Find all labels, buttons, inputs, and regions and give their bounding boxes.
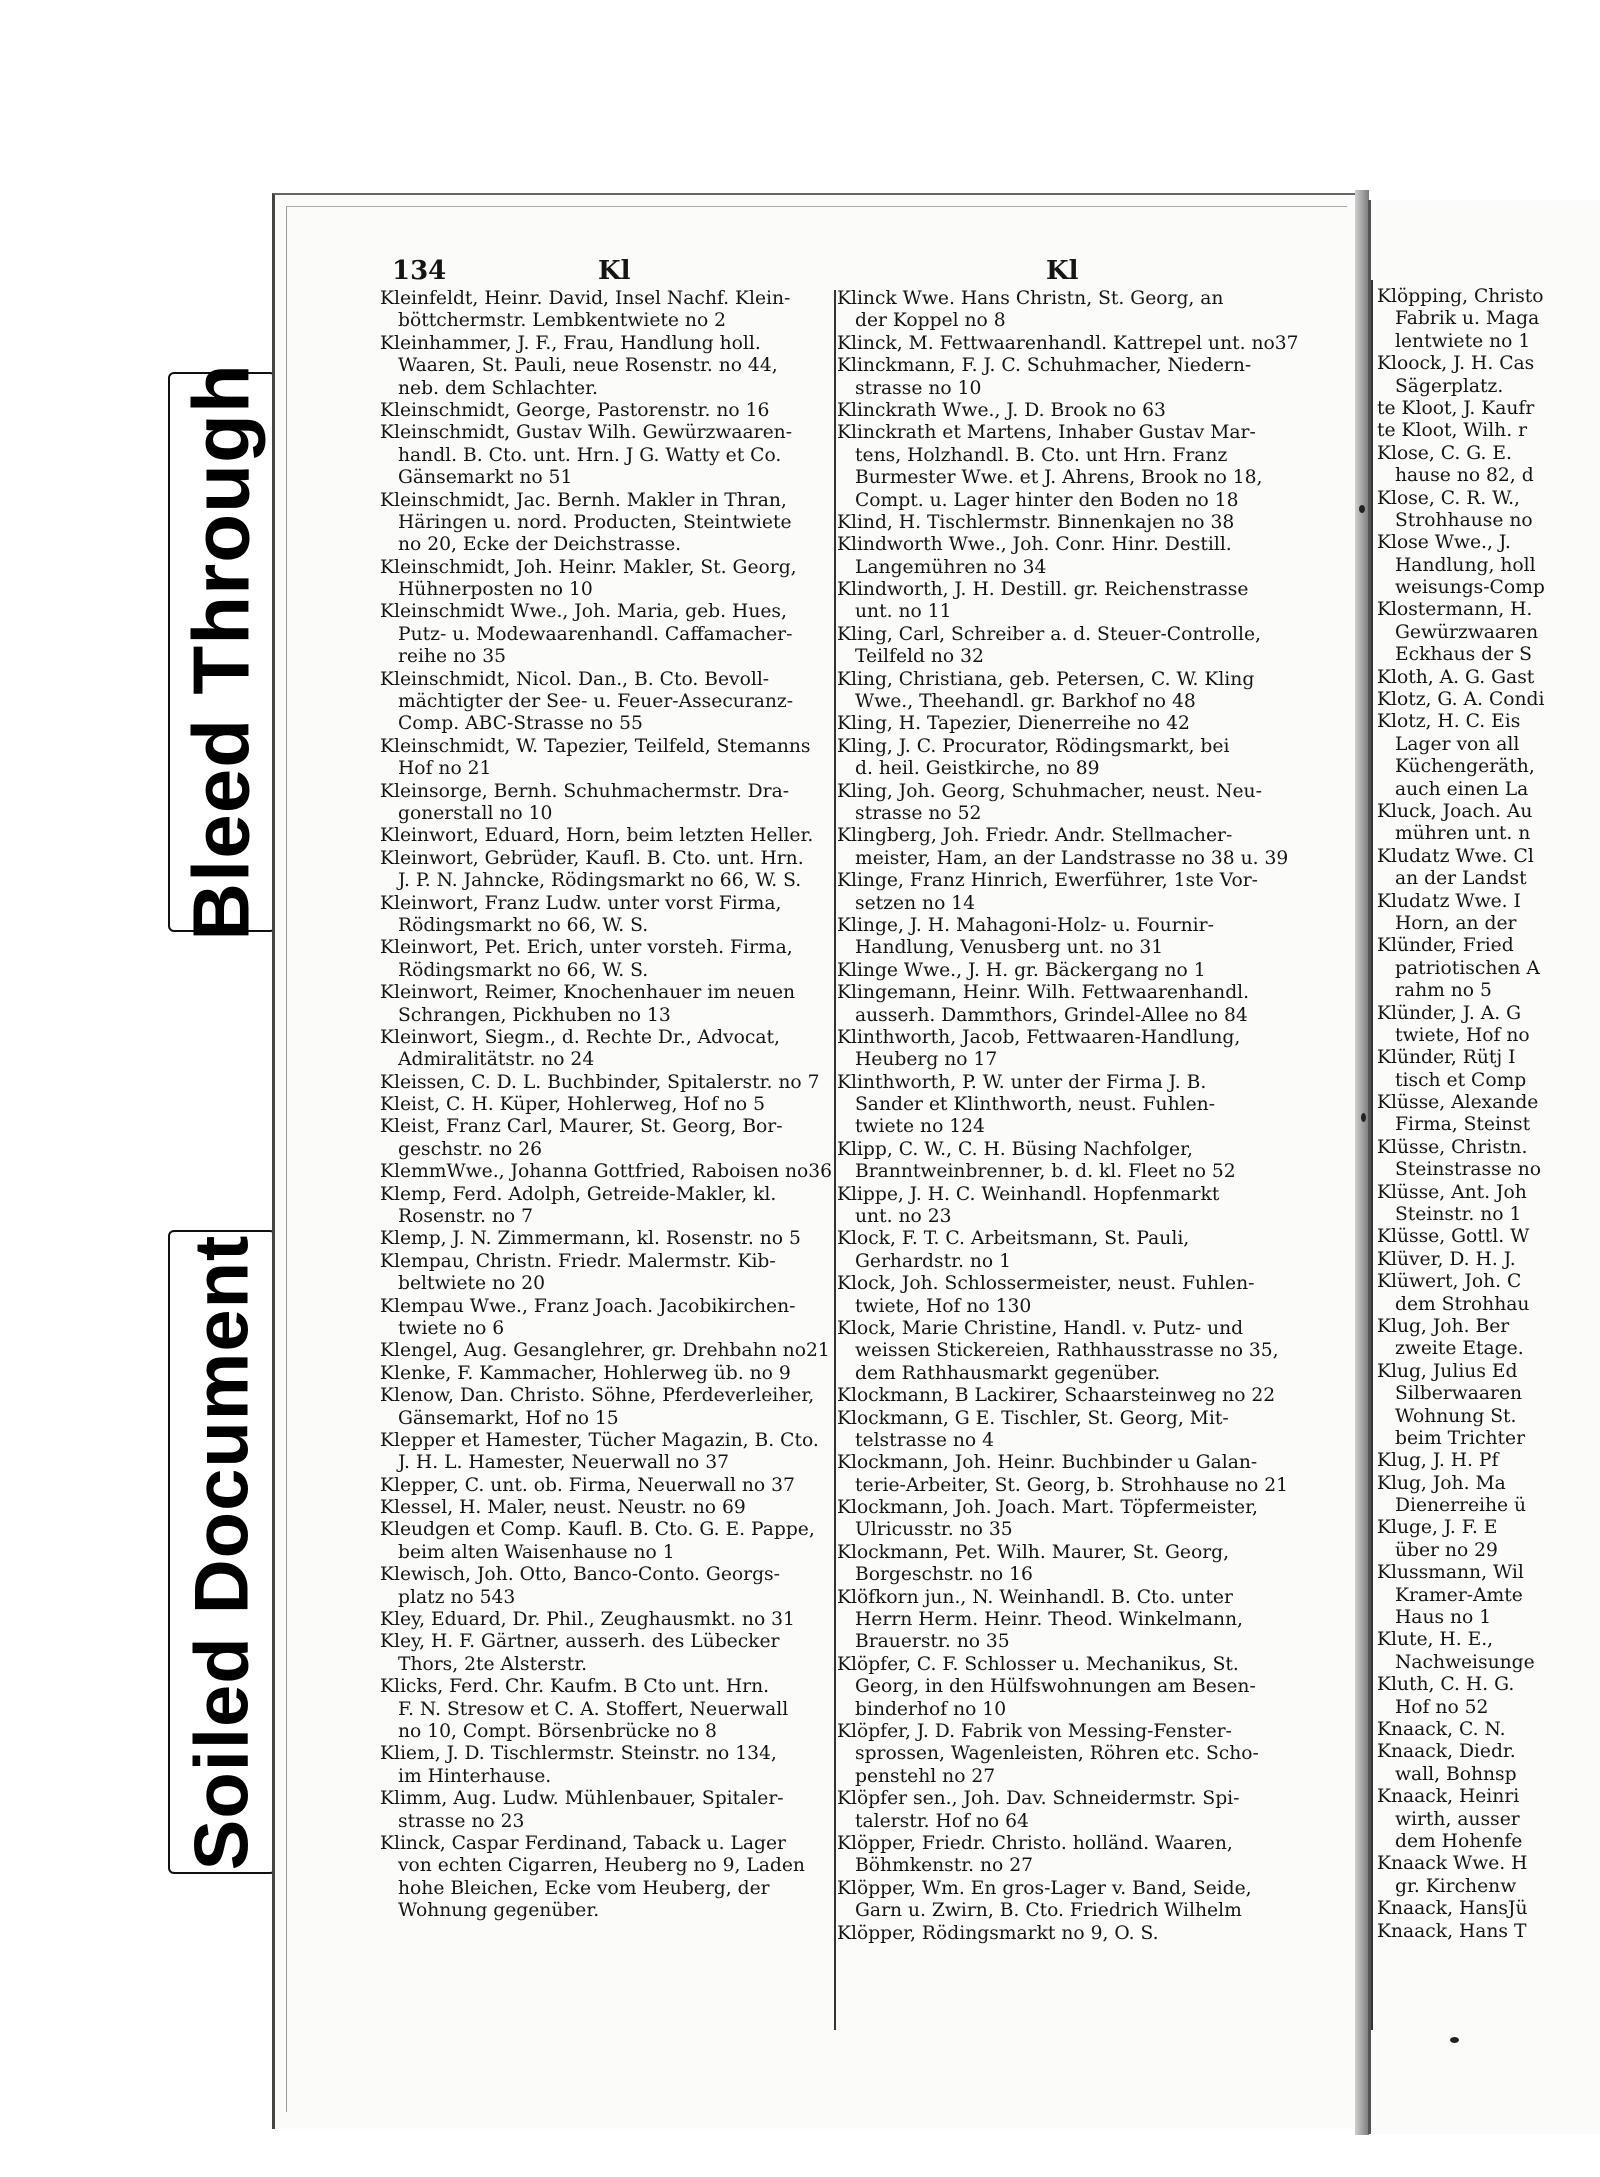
entry-line: Klinge, J. H. Mahagoni-Holz- u. Fournir- — [837, 914, 1214, 936]
facing-entry-line: twiete, Hof no — [1395, 1024, 1530, 1046]
facing-entry-line: rahm no 5 — [1395, 980, 1492, 1002]
facing-entry-line: Knaack, C. N. — [1377, 1719, 1506, 1740]
facing-entry-line: Klug, Joh. Ma — [1377, 1472, 1506, 1494]
entry-line: strasse no 52 — [855, 802, 982, 824]
facing-entry-line: wall, Bohnsp — [1395, 1763, 1517, 1785]
entry-line: telstrasse no 4 — [855, 1429, 995, 1451]
entry-line: Klepper, C. unt. ob. Firma, Neuerwall no 37 — [380, 1474, 795, 1496]
entry-line: Kleinwort, Franz Ludw. unter vorst Firma, — [380, 892, 782, 914]
entry-line: Rödingsmarkt no 66, W. S. — [398, 914, 649, 936]
facing-entry-line: Klüver, D. H. J. — [1377, 1248, 1516, 1270]
facing-entry-line: Klute, H. E., — [1377, 1629, 1494, 1651]
entry-line: F. N. Stresow et C. A. Stoffert, Neuerwall — [398, 1698, 789, 1720]
facing-entry-line: Kluth, C. H. G. — [1377, 1674, 1515, 1696]
entry-line: Klingberg, Joh. Friedr. Andr. Stellmacher- — [837, 825, 1233, 847]
entry-line: Rosenstr. no 7 — [398, 1206, 533, 1228]
entry-line: penstehl no 27 — [855, 1765, 996, 1787]
entry-line: Burmester Wwe. et J. Ahrens, Brook no 18, — [855, 467, 1263, 489]
entry-line: binderhof no 10 — [855, 1698, 1007, 1720]
entry-line: Kleist, C. H. Küper, Hohlerweg, Hof no 5 — [380, 1094, 765, 1116]
entry-line: im Hinterhause. — [398, 1765, 552, 1787]
facing-entry-line: te Kloot, J. Kaufr — [1377, 397, 1535, 419]
facing-entry-line: Klussmann, Wil — [1377, 1562, 1524, 1584]
entry-line: J. P. N. Jahncke, Rödingsmarkt no 66, W. S. — [398, 870, 802, 892]
entry-line: reihe no 35 — [398, 646, 507, 668]
facing-entry-line: dem Strohhau — [1395, 1293, 1530, 1315]
entry-line: Klippe, J. H. C. Weinhandl. Hopfenmarkt — [837, 1183, 1220, 1205]
running-head-left: Kl — [598, 256, 631, 286]
entry-line: Klemp, Ferd. Adolph, Getreide-Makler, kl. — [380, 1183, 777, 1205]
facing-entry-line: mühren unt. n — [1395, 823, 1531, 845]
directory-column-right — [837, 288, 1307, 1945]
entry-line: Kleinschmidt, Nicol. Dan., B. Cto. Bevoll- — [380, 668, 770, 690]
facing-entry-line: Kludatz Wwe. I — [1377, 890, 1521, 912]
facing-entry-line: patriotischen A — [1395, 957, 1540, 979]
facing-entry-line: Firma, Steinst — [1395, 1114, 1531, 1136]
ink-spot — [1450, 2037, 1459, 2043]
entry-line: Klepper et Hamester, Tücher Magazin, B. Cto. — [380, 1429, 819, 1451]
entry-line: Garn u. Zwirn, B. Cto. Friedrich Wilhelm — [855, 1900, 1242, 1922]
facing-entry-line: Knaack, Heinri — [1377, 1786, 1520, 1808]
facing-entry-line: hause no 82, d — [1395, 465, 1534, 487]
facing-entry-line: weisungs-Comp — [1395, 577, 1545, 599]
facing-entry-line: Klüwert, Joh. C — [1377, 1271, 1522, 1293]
facing-entry-line: Klöpping, Christo — [1377, 286, 1544, 307]
facing-entry-line: Nachweisunge — [1395, 1651, 1535, 1673]
entry-line: no 10, Compt. Börsenbrücke no 8 — [398, 1721, 717, 1742]
entry-line: Klockmann, Joh. Heinr. Buchbinder u Galan- — [837, 1452, 1258, 1474]
entry-line: no 20, Ecke der Deichstrasse. — [398, 534, 682, 556]
facing-entry-line: Handlung, holl — [1395, 554, 1536, 576]
entry-line: gonerstall no 10 — [398, 802, 553, 824]
facing-entry-line: gr. Kirchenw — [1395, 1875, 1517, 1897]
facing-entry-line: Hof no 52 — [1395, 1696, 1489, 1718]
ink-spot — [1359, 505, 1365, 513]
entry-line: tens, Holzhandl. B. Cto. unt Hrn. Franz — [855, 444, 1228, 466]
entry-line: Herrn Herm. Heinr. Theod. Winkelmann, — [855, 1609, 1243, 1631]
entry-line: Admiralitätstr. no 24 — [398, 1049, 595, 1071]
entry-line: Häringen u. nord. Producten, Steintwiete — [398, 511, 792, 533]
facing-entry-line: Eckhaus der S — [1395, 644, 1532, 666]
entry-line: Klöpfer sen., Joh. Dav. Schneidermstr. Spi- — [837, 1788, 1240, 1810]
entry-line: beim alten Waisenhause no 1 — [398, 1541, 675, 1563]
entry-line: geschstr. no 26 — [398, 1138, 542, 1160]
entry-line: Klindworth, J. H. Destill. gr. Reichenstrasse — [837, 579, 1249, 601]
directory-column-facing — [1377, 286, 1600, 1943]
entry-line: Kleinwort, Siegm., d. Rechte Dr., Advocat, — [380, 1026, 780, 1048]
entry-line: Klinge Wwe., J. H. gr. Bäckergang no 1 — [837, 959, 1206, 981]
entry-line: Klengel, Aug. Gesanglehrer, gr. Drehbahn no21 — [380, 1340, 830, 1362]
entry-line: Klöfkorn jun., N. Weinhandl. B. Cto. unter — [837, 1586, 1233, 1608]
entry-line: Rödingsmarkt no 66, W. S. — [398, 959, 649, 981]
entry-line: Brauerstr. no 35 — [855, 1631, 1010, 1653]
facing-entry-line: Knaack, Diedr. — [1377, 1741, 1516, 1763]
facing-entry-line: lentwiete no 1 — [1395, 330, 1531, 352]
entry-line: Kley, H. F. Gärtner, ausserh. des Lübecker — [380, 1631, 780, 1653]
facing-entry-line: auch einen La — [1395, 778, 1529, 800]
facing-entry-line: über no 29 — [1395, 1539, 1498, 1561]
entry-line: Klöpper, Rödingsmarkt no 9, O. S. — [837, 1922, 1159, 1944]
entry-line: Wwe., Theehandl. gr. Barkhof no 48 — [855, 691, 1196, 713]
facing-entry-line: Klüsse, Ant. Joh — [1377, 1181, 1527, 1203]
entry-line: Klewisch, Joh. Otto, Banco-Conto. Georgs- — [380, 1564, 780, 1586]
facing-entry-line: Dienerreihe ü — [1395, 1495, 1527, 1517]
entry-line: böttchermstr. Lembkentwiete no 2 — [398, 310, 727, 332]
entry-line: Kleinschmidt Wwe., Joh. Maria, geb. Hues, — [380, 601, 787, 623]
entry-line: mächtigter der See- u. Feuer-Assecuranz- — [398, 691, 794, 713]
entry-line: J. H. L. Hamester, Neuerwall no 37 — [398, 1452, 729, 1474]
facing-page-edge-rule — [1371, 280, 1373, 2030]
entry-line: von echten Cigarren, Heuberg no 9, Laden — [398, 1855, 805, 1877]
soiled-document-stamp — [168, 1230, 276, 1874]
entry-line: Compt. u. Lager hinter den Boden no 18 — [855, 489, 1239, 511]
entry-line: Klinck, M. Fettwaarenhandl. Kattrepel unt. no37 — [837, 332, 1299, 354]
facing-entry-line: Kluck, Joach. Au — [1377, 800, 1533, 822]
entry-line: beltwiete no 20 — [398, 1273, 546, 1295]
entry-line: Sander et Klinthworth, neust. Fuhlen- — [855, 1094, 1216, 1116]
entry-line: Hühnerposten no 10 — [398, 579, 593, 601]
entry-line: Klinge, Franz Hinrich, Ewerführer, 1ste Vor- — [837, 870, 1258, 892]
entry-line: unt. no 11 — [855, 601, 952, 623]
facing-entry-line: beim Trichter — [1395, 1427, 1526, 1449]
facing-entry-line: te Kloot, Wilh. r — [1377, 420, 1528, 442]
entry-line: Kleinhammer, J. F., Frau, Handlung holl. — [380, 332, 761, 354]
entry-line: Kleissen, C. D. L. Buchbinder, Spitalerstr. no 7 — [380, 1071, 820, 1093]
entry-line: Kleinschmidt, Jac. Bernh. Makler in Thran, — [380, 489, 787, 511]
entry-line: Gänsemarkt no 51 — [398, 467, 573, 489]
entry-line: Kling, Christiana, geb. Petersen, C. W. Kling — [837, 668, 1255, 690]
facing-entry-line: Gewürzwaaren — [1395, 621, 1539, 643]
entry-line: Böhmkenstr. no 27 — [855, 1855, 1034, 1877]
facing-entry-line: Klostermann, H. — [1377, 599, 1533, 621]
entry-line: Kleinschmidt, Joh. Heinr. Makler, St. Georg, — [380, 556, 797, 578]
facing-entry-line: Küchengeräth, — [1395, 756, 1535, 778]
entry-line: Kleinwort, Gebrüder, Kaufl. B. Cto. unt. Hrn. — [380, 847, 804, 869]
entry-line: Klingemann, Heinr. Wilh. Fettwaarenhandl. — [837, 982, 1250, 1004]
entry-line: Klöpper, Wm. En gros-Lager v. Band, Seide, — [837, 1877, 1252, 1899]
entry-line: Waaren, St. Pauli, neue Rosenstr. no 44, — [398, 355, 778, 377]
entry-line: Klockmann, Pet. Wilh. Maurer, St. Georg, — [837, 1541, 1230, 1563]
facing-entry-line: wirth, ausser — [1395, 1808, 1520, 1830]
facing-entry-line: Kramer-Amte — [1395, 1584, 1523, 1606]
entry-line: Kleist, Franz Carl, Maurer, St. Georg, Bor- — [380, 1116, 783, 1138]
entry-line: Klinthworth, Jacob, Fettwaaren-Handlung, — [837, 1026, 1241, 1048]
entry-line: weissen Stickereien, Rathhausstrasse no 35, — [855, 1340, 1279, 1362]
facing-entry-line: Knaack Wwe. H — [1377, 1853, 1528, 1875]
entry-line: Langemühren no 34 — [855, 556, 1047, 578]
facing-entry-line: Klug, J. H. Pf — [1377, 1450, 1499, 1472]
entry-line: Kling, Carl, Schreiber a. d. Steuer-Controlle, — [837, 623, 1262, 645]
entry-line: platz no 543 — [398, 1586, 516, 1608]
entry-line: twiete no 124 — [855, 1116, 985, 1138]
entry-line: Georg, in den Hülfswohnungen am Besen- — [855, 1676, 1256, 1698]
entry-line: Klock, Marie Christine, Handl. v. Putz- und — [837, 1317, 1244, 1339]
entry-line: Borgeschstr. no 16 — [855, 1564, 1033, 1586]
bleed-through-stamp — [168, 363, 276, 941]
entry-line: Kleinwort, Reimer, Knochenhauer im neuen — [380, 982, 796, 1004]
facing-entry-line: Klotz, H. C. Eis — [1377, 711, 1521, 733]
facing-entry-line: Fabrik u. Maga — [1395, 308, 1540, 330]
entry-line: Wohnung gegenüber. — [398, 1900, 600, 1922]
facing-entry-line: Klüsse, Christn. — [1377, 1136, 1528, 1158]
entry-line: Klockmann, Joh. Joach. Mart. Töpfermeister, — [837, 1497, 1258, 1519]
entry-line: Klinthworth, P. W. unter der Firma J. B. — [837, 1071, 1207, 1093]
facing-entry-line: Silberwaaren — [1395, 1383, 1523, 1405]
facing-entry-line: Kloock, J. H. Cas — [1377, 353, 1535, 375]
entry-line: Klessel, H. Maler, neust. Neustr. no 69 — [380, 1497, 746, 1519]
entry-line: Kliem, J. D. Tischlermstr. Steinstr. no 134, — [380, 1743, 777, 1765]
entry-line: Klock, F. T. C. Arbeitsmann, St. Pauli, — [837, 1228, 1190, 1250]
entry-line: Teilfeld no 32 — [855, 646, 984, 668]
entry-line: Klindworth Wwe., Joh. Conr. Hinr. Destill. — [837, 534, 1232, 556]
entry-line: Heuberg no 17 — [855, 1049, 998, 1071]
facing-entry-line: Sägerplatz. — [1395, 375, 1504, 397]
facing-entry-line: Klüsse, Alexande — [1377, 1092, 1539, 1114]
entry-line: Klicks, Ferd. Chr. Kaufm. B Cto unt. Hrn. — [380, 1676, 770, 1698]
facing-entry-line: Knaack, Hans T — [1377, 1920, 1527, 1942]
entry-line: Kling, Joh. Georg, Schuhmacher, neust. Neu- — [837, 780, 1262, 802]
entry-line: handl. B. Cto. unt. Hrn. J G. Watty et Co. — [398, 444, 782, 466]
entry-line: d. heil. Geistkirche, no 89 — [855, 758, 1100, 780]
entry-line: Kling, J. C. Procurator, Rödingsmarkt, bei — [837, 735, 1230, 757]
entry-line: Kleinsorge, Bernh. Schuhmachermstr. Dra- — [380, 780, 790, 802]
entry-line: Schrangen, Pickhuben no 13 — [398, 1004, 671, 1026]
facing-entry-line: Klug, Joh. Ber — [1377, 1315, 1510, 1337]
entry-line: KlemmWwe., Johanna Gottfried, Raboisen no36 — [380, 1161, 833, 1183]
entry-line: Kleudgen et Comp. Kaufl. B. Cto. G. E. Pappe, — [380, 1519, 815, 1541]
entry-line: Ulricusstr. no 35 — [855, 1519, 1013, 1541]
entry-line: Klempau Wwe., Franz Joach. Jacobikirchen- — [380, 1295, 796, 1317]
entry-line: Comp. ABC-Strasse no 55 — [398, 713, 643, 735]
facing-entry-line: Klose Wwe., J. — [1377, 532, 1511, 554]
entry-line: sprossen, Wagenleisten, Röhren etc. Scho- — [855, 1743, 1259, 1765]
entry-line: Klock, Joh. Schlossermeister, neust. Fuhlen- — [837, 1273, 1255, 1295]
facing-entry-line: tisch et Comp — [1395, 1069, 1527, 1091]
entry-line: Kleinwort, Eduard, Horn, beim letzten Heller. — [380, 825, 814, 847]
entry-line: Klöpfer, J. D. Fabrik von Messing-Fenster- — [837, 1721, 1232, 1742]
entry-line: Thors, 2te Alsterstr. — [398, 1653, 588, 1675]
facing-entry-line: Steinstrasse no — [1395, 1159, 1542, 1181]
facing-entry-line: Klünder, J. A. G — [1377, 1002, 1522, 1024]
entry-line: Kley, Eduard, Dr. Phil., Zeughausmkt. no 31 — [380, 1609, 795, 1631]
entry-line: Klinckrath et Martens, Inhaber Gustav Mar- — [837, 422, 1256, 444]
entry-line: Klipp, C. W., C. H. Büsing Nachfolger, — [837, 1138, 1193, 1160]
entry-line: Handlung, Venusberg unt. no 31 — [855, 937, 1164, 959]
facing-entry-line: Lager von all — [1395, 733, 1520, 755]
entry-line: Klempau, Christn. Friedr. Malermstr. Kib- — [380, 1250, 776, 1272]
directory-column-left — [380, 288, 835, 1923]
entry-line: Klimm, Aug. Ludw. Mühlenbauer, Spitaler- — [380, 1788, 784, 1810]
entry-line: Gerhardstr. no 1 — [855, 1250, 1011, 1272]
facing-entry-line: an der Landst — [1395, 868, 1527, 890]
book-gutter — [1355, 190, 1369, 2135]
entry-line: Kling, H. Tapezier, Dienerreihe no 42 — [837, 713, 1190, 735]
entry-line: Gänsemarkt, Hof no 15 — [398, 1407, 619, 1429]
entry-line: Klenow, Dan. Christo. Söhne, Pferdeverleiher, — [380, 1385, 815, 1407]
entry-line: Branntweinbrenner, b. d. kl. Fleet no 52 — [855, 1161, 1236, 1183]
entry-line: Klinck Wwe. Hans Christn, St. Georg, an — [837, 288, 1224, 309]
entry-line: strasse no 10 — [855, 377, 982, 399]
entry-line: Klinckmann, F. J. C. Schuhmacher, Niedern- — [837, 355, 1252, 377]
entry-line: Klenke, F. Kammacher, Hohlerweg üb. no 9 — [380, 1362, 791, 1384]
entry-line: Klemp, J. N. Zimmermann, kl. Rosenstr. no 5 — [380, 1228, 801, 1250]
facing-entry-line: Steinstr. no 1 — [1395, 1204, 1522, 1226]
facing-entry-line: Kloth, A. G. Gast — [1377, 666, 1535, 688]
entry-line: dem Rathhausmarkt gegenüber. — [855, 1362, 1161, 1384]
soiled-document-label: Soiled Document — [179, 1234, 265, 1870]
facing-entry-line: Horn, an der — [1395, 912, 1517, 934]
facing-entry-line: Kludatz Wwe. Cl — [1377, 845, 1534, 867]
entry-line: meister, Ham, an der Landstrasse no 38 u. 39 — [855, 847, 1289, 869]
entry-line: Kleinschmidt, W. Tapezier, Teilfeld, Stemanns — [380, 735, 811, 757]
entry-line: Klockmann, G E. Tischler, St. Georg, Mit- — [837, 1407, 1229, 1429]
entry-line: Kleinfeldt, Heinr. David, Insel Nachf. Klein- — [380, 288, 791, 309]
entry-line: Klinck, Caspar Ferdinand, Taback u. Lager — [380, 1832, 786, 1854]
entry-line: Klinckrath Wwe., J. D. Brook no 63 — [837, 399, 1166, 421]
entry-line: Kleinschmidt, George, Pastorenstr. no 16 — [380, 399, 770, 421]
facing-entry-line: Knaack, HansJü — [1377, 1898, 1528, 1920]
entry-line: Kleinschmidt, Gustav Wilh. Gewürzwaaren- — [380, 422, 793, 444]
page-number: 134 — [392, 256, 447, 286]
entry-line: Putz- u. Modewaarenhandl. Caffamacher- — [398, 623, 793, 645]
entry-line: Hof no 21 — [398, 758, 492, 780]
facing-entry-line: Haus no 1 — [1395, 1607, 1492, 1629]
entry-line: twiete, Hof no 130 — [855, 1295, 1032, 1317]
entry-line: Klöpper, Friedr. Christo. holländ. Waaren, — [837, 1832, 1233, 1854]
entry-line: setzen no 14 — [855, 892, 976, 914]
facing-entry-line: Klüsse, Gottl. W — [1377, 1226, 1530, 1248]
entry-line: der Koppel no 8 — [855, 310, 1006, 332]
entry-line: neb. dem Schlachter. — [398, 377, 598, 399]
entry-line: strasse no 23 — [398, 1810, 525, 1832]
entry-line: Kleinwort, Pet. Erich, unter vorsteh. Firma, — [380, 937, 793, 959]
running-head-right: Kl — [1046, 256, 1079, 286]
facing-entry-line: Klotz, G. A. Condi — [1377, 689, 1545, 711]
facing-entry-line: Wohnung St. — [1395, 1405, 1517, 1427]
ink-spot — [1361, 1113, 1366, 1122]
entry-line: Klockmann, B Lackirer, Schaarsteinweg no 22 — [837, 1385, 1276, 1407]
entry-line: hohe Bleichen, Ecke vom Heuberg, der — [398, 1877, 770, 1899]
facing-entry-line: Klose, C. G. E. — [1377, 442, 1512, 464]
facing-entry-line: Kluge, J. F. E — [1377, 1517, 1498, 1539]
facing-entry-line: Klose, C. R. W., — [1377, 487, 1521, 509]
facing-page — [1368, 200, 1600, 2134]
entry-line: twiete no 6 — [398, 1317, 505, 1339]
entry-line: Klöpfer, C. F. Schlosser u. Mechanikus, St. — [837, 1653, 1239, 1675]
entry-line: Klind, H. Tischlermstr. Binnenkajen no 38 — [837, 511, 1235, 533]
bleed-through-label: Bleed Through — [177, 363, 267, 941]
facing-entry-line: Klünder, Fried — [1377, 935, 1514, 957]
entry-line: terie-Arbeiter, St. Georg, b. Strohhause no 21 — [855, 1474, 1288, 1496]
facing-entry-line: Strohhause no — [1395, 509, 1533, 531]
facing-entry-line: Klug, Julius Ed — [1377, 1360, 1518, 1382]
entry-line: talerstr. Hof no 64 — [855, 1810, 1029, 1832]
entry-line: unt. no 23 — [855, 1206, 952, 1228]
facing-entry-line: zweite Etage. — [1395, 1338, 1524, 1360]
entry-line: ausserh. Dammthors, Grindel-Allee no 84 — [855, 1004, 1248, 1026]
facing-entry-line: dem Hohenfe — [1395, 1830, 1523, 1852]
facing-entry-line: Klünder, Rütj I — [1377, 1047, 1516, 1069]
